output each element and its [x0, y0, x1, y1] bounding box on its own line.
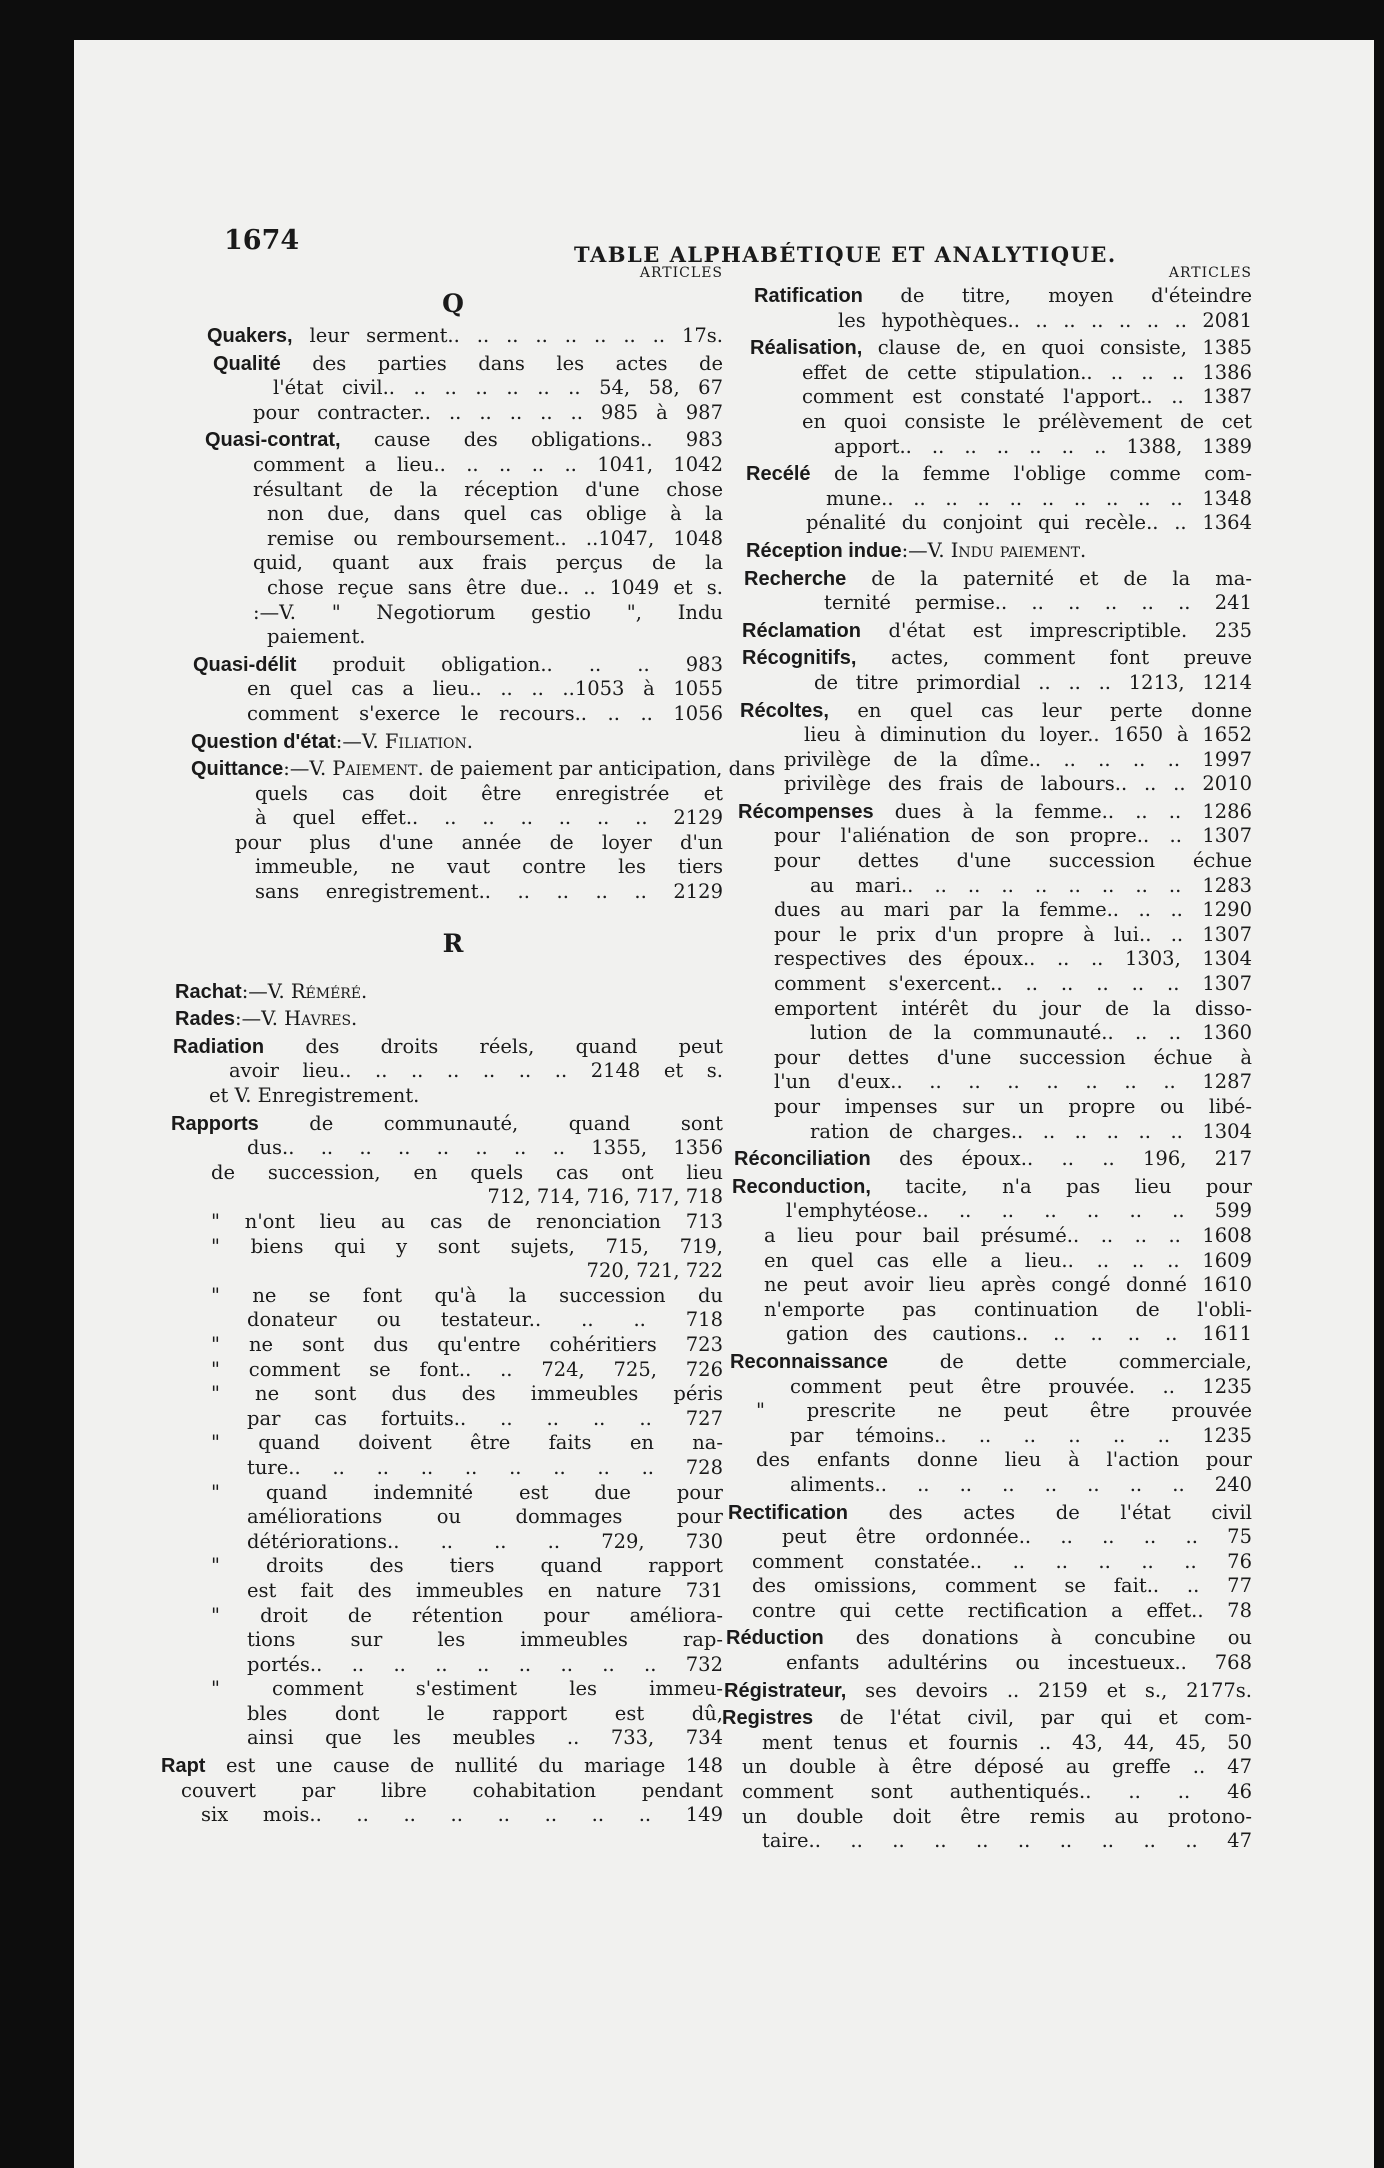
- entry-reference: :—V. Paiement.: [283, 757, 424, 781]
- entry-first-line: [724, 1679, 1252, 1704]
- entry-line: privilège des frais de labours.. .. .. 2010: [784, 772, 1252, 796]
- entry-text: leur serment.. .. .. .. .. .. .. .. 17s.: [309, 324, 724, 347]
- entry-reconnaissance: [730, 1350, 1252, 1498]
- entry-rapt: [161, 1754, 723, 1828]
- entry-line: 720, 721, 722: [586, 1259, 723, 1283]
- entry-headword: Recélé: [746, 463, 811, 486]
- entry-recoltes: [740, 699, 1252, 797]
- entry-line: " droits des tiers quand rapport: [211, 1554, 723, 1578]
- entry-reference: :—V. Réméré.: [241, 979, 368, 1003]
- entry-line: tions sur les immeubles rap-: [247, 1628, 723, 1652]
- entry-headword: Quakers,: [207, 325, 293, 347]
- entry-line: ne peut avoir lieu après congé donné 1610: [764, 1273, 1252, 1297]
- entry-headword: Registres: [722, 1707, 814, 1730]
- entry-first-line: [742, 619, 1252, 644]
- entry-first-line: [744, 567, 1252, 592]
- entry-line: en quel cas a lieu.. .. .. ..1053 à 1055: [247, 677, 723, 701]
- entry-headword: Rapt: [161, 1755, 206, 1778]
- entry-headword: Reconnaissance: [730, 1350, 888, 1373]
- articles-label: ARTICLES: [1168, 265, 1252, 281]
- entry-reference: :—V. Filiation.: [335, 729, 473, 753]
- entry-line: comment s'exercent.. .. .. .. .. .. 1307: [774, 972, 1252, 996]
- entry-text: des droits réels, quand peut: [305, 1034, 723, 1058]
- entry-line: pour contracter.. .. .. .. .. .. 985 à 987: [253, 400, 723, 424]
- entry-line: de succession, en quels cas ont lieu: [211, 1160, 723, 1184]
- entry-line: pour impenses sur un propre ou libé-: [774, 1095, 1252, 1118]
- entry-headword: Rectification: [728, 1501, 849, 1524]
- entry-rapports: [171, 1112, 723, 1751]
- entry-line: à quel effet.. .. .. .. .. .. .. 2129: [255, 806, 723, 830]
- entry-line: et V. Enregistrement.: [209, 1084, 420, 1108]
- entry-reception: [746, 539, 1252, 564]
- entry-first-line: [193, 653, 723, 678]
- entry-quasi-delit: [193, 653, 723, 727]
- page-title: TABLE ALPHABÉTIQUE ET ANALYTIQUE.: [574, 242, 1117, 267]
- articles-label: ARTICLES: [639, 265, 723, 281]
- entry-text: de dette commerciale,: [939, 1349, 1252, 1373]
- entry-first-line: [191, 730, 723, 755]
- section-letter-q: Q: [442, 289, 464, 318]
- entry-line: bles dont le rapport est dû,: [247, 1701, 723, 1725]
- entry-first-line: [175, 1007, 723, 1032]
- entry-line: quid, quant aux frais perçus de la: [253, 551, 723, 575]
- entry-line: n'emporte pas continuation de l'obli-: [764, 1297, 1252, 1321]
- entry-line: par témoins.. .. .. .. .. .. 1235: [790, 1423, 1252, 1447]
- entry-line: " comment s'estiment les immeu-: [211, 1677, 723, 1701]
- page-number: 1674: [224, 225, 300, 256]
- entry-line: remise ou remboursement.. ..1047, 1048: [267, 526, 723, 550]
- entry-first-line: [730, 1350, 1252, 1375]
- entry-text: de paiement par anticipation, dans: [429, 757, 776, 781]
- entry-line: ration de charges.. .. .. .. .. .. 1304: [810, 1119, 1252, 1143]
- entry-line: " n'ont lieu au cas de renonciation 713: [211, 1210, 723, 1233]
- entry-radiation: [173, 1035, 723, 1109]
- entry-line: de titre primordial .. .. .. 1213, 1214: [814, 670, 1252, 694]
- entry-text: de communauté, quand sont: [309, 1111, 723, 1135]
- entry-line: est fait des immeubles en nature 731: [247, 1578, 723, 1602]
- entry-line: lution de la communauté.. .. .. 1360: [810, 1021, 1252, 1045]
- entry-headword: Question d'état: [191, 730, 336, 753]
- entry-text: tacite, n'a pas lieu pour: [905, 1174, 1252, 1198]
- entry-text: de l'état civil, par qui et com-: [839, 1706, 1252, 1730]
- entry-registrateur: [724, 1679, 1252, 1704]
- entry-first-line: [175, 980, 723, 1005]
- entry-registres: [722, 1706, 1252, 1854]
- entry-text: actes, comment font preuve: [890, 646, 1252, 670]
- entry-line: " quand doivent être faits en na-: [211, 1431, 723, 1455]
- entry-line: immeuble, ne vaut contre les tiers: [255, 855, 723, 879]
- entry-headword: Rachat: [175, 980, 242, 1003]
- entry-line: dus.. .. .. .. .. .. .. .. 1355, 1356: [247, 1136, 723, 1160]
- entry-text: de la femme l'oblige comme com-: [834, 462, 1252, 486]
- entry-text: dues à la femme.. .. .. 1286: [894, 799, 1252, 823]
- entry-ratification: [754, 284, 1252, 333]
- entry-line: ture.. .. .. .. .. .. .. .. .. 728: [247, 1455, 723, 1479]
- entry-headword: Récoltes,: [740, 699, 829, 722]
- entry-line: comment constatée.. .. .. .. .. .. 76: [752, 1549, 1252, 1573]
- entry-reduction: [726, 1626, 1252, 1675]
- entry-text: de la paternité et de la ma-: [871, 566, 1252, 590]
- entry-line: un double doit être remis au protono-: [742, 1804, 1252, 1828]
- entry-first-line: [191, 757, 776, 782]
- entry-line: pour l'aliénation de son propre.. .. 1307: [774, 824, 1252, 848]
- entry-line: " ne sont dus des immeubles péris: [211, 1382, 723, 1406]
- entry-headword: Quittance: [191, 758, 284, 781]
- entry-qualite: [213, 352, 723, 426]
- entry-line: non due, dans quel cas oblige à la: [267, 502, 723, 526]
- entry-line: détériorations.. .. .. .. 729, 730: [247, 1529, 723, 1553]
- entry-first-line: [740, 699, 1252, 724]
- entry-line: " droit de rétention pour améliora-: [211, 1603, 723, 1627]
- entry-line: a lieu pour bail présumé.. .. .. .. 1608: [764, 1223, 1252, 1247]
- entry-line: " ne se font qu'à la succession du: [211, 1283, 723, 1307]
- entry-text: cause des obligations.. 983: [373, 428, 723, 452]
- entry-reference: :—V. Havres.: [235, 1007, 358, 1031]
- entry-line: l'un d'eux.. .. .. .. .. .. .. .. 1287: [774, 1070, 1252, 1094]
- entry-headword: Réception indue: [746, 539, 902, 562]
- entry-line: ternité permise.. .. .. .. .. .. 241: [824, 591, 1252, 615]
- entry-line: sans enregistrement.. .. .. .. .. 2129: [255, 880, 723, 904]
- entry-line: par cas fortuits.. .. .. .. .. 727: [247, 1406, 723, 1430]
- entry-line: comment s'exerce le recours.. .. .. 1056: [247, 701, 723, 725]
- entry-text: en quel cas leur perte donne: [857, 698, 1252, 722]
- entry-first-line: [726, 1626, 1252, 1651]
- section-letter-r: R: [442, 928, 464, 958]
- entry-recognitifs: [742, 646, 1252, 695]
- entry-reclamation: [742, 619, 1252, 644]
- entry-line: " quand indemnité est due pour: [211, 1480, 723, 1504]
- entry-question-etat: [191, 730, 723, 755]
- entry-line: au mari.. .. .. .. .. .. .. .. .. 1283: [810, 873, 1252, 897]
- entry-first-line: [205, 428, 723, 453]
- entry-line: apport.. .. .. .. .. .. .. 1388, 1389: [834, 434, 1252, 458]
- entry-line: donateur ou testateur.. .. .. 718: [247, 1308, 723, 1332]
- entry-line: améliorations ou dommages pour: [247, 1505, 723, 1529]
- entry-first-line: [161, 1754, 723, 1779]
- entry-headword: Récognitifs,: [742, 647, 857, 670]
- entry-line: " biens qui y sont sujets, 715, 719,: [211, 1234, 723, 1258]
- entry-line: privilège de la dîme.. .. .. .. .. 1997: [784, 747, 1252, 771]
- entry-text: produit obligation.. .. .. 983: [332, 652, 723, 676]
- entry-first-line: [171, 1112, 723, 1137]
- entry-text: des donations à concubine ou: [855, 1626, 1252, 1650]
- entry-line: " prescrite ne peut être prouvée: [756, 1399, 1252, 1423]
- entry-headword: Recherche: [744, 567, 847, 590]
- index-column-right: [722, 262, 1252, 1857]
- entry-line: taire.. .. .. .. .. .. .. .. .. .. 47: [762, 1829, 1252, 1853]
- entry-text: de titre, moyen d'éteindre: [900, 284, 1252, 307]
- entry-line: comment a lieu.. .. .. .. .. 1041, 1042: [253, 452, 723, 476]
- entry-line: pour plus d'une année de loyer d'un: [235, 830, 723, 854]
- entry-line: pénalité du conjoint qui recèle.. .. 1364: [806, 511, 1252, 535]
- entry-line: des omissions, comment se fait.. .. 77: [752, 1574, 1252, 1598]
- entry-recele: [746, 462, 1252, 536]
- entry-line: lieu à diminution du loyer.. 1650 à 1652: [804, 723, 1252, 747]
- entry-headword: Ratification: [754, 285, 863, 307]
- entry-headword: Rades: [175, 1008, 236, 1031]
- entry-line: " comment se font.. .. 724, 725, 726: [211, 1357, 723, 1381]
- entry-text: des époux.. .. .. 196, 217: [899, 1147, 1253, 1171]
- entry-line: paiement.: [267, 625, 366, 649]
- entry-line: l'emphytéose.. .. .. .. .. .. .. 599: [786, 1199, 1252, 1223]
- entry-line: " ne sont dus qu'entre cohéritiers 723: [211, 1332, 723, 1356]
- entry-text: ses devoirs .. 2159 et s., 2177s.: [865, 1678, 1252, 1702]
- entry-headword: Réalisation,: [750, 337, 863, 360]
- entry-recompenses: [738, 800, 1252, 1144]
- entry-line: gation des cautions.. .. .. .. .. 1611: [786, 1322, 1252, 1346]
- entry-headword: Qualité: [213, 352, 281, 375]
- entry-line: 712, 714, 716, 717, 718: [487, 1185, 723, 1209]
- entry-line: avoir lieu.. .. .. .. .. .. .. 2148 et s.: [229, 1059, 723, 1083]
- entry-rachat: [175, 980, 723, 1005]
- entry-headword: Réconciliation: [734, 1148, 871, 1171]
- entry-reference: :—V. Indu paiement.: [901, 538, 1087, 562]
- entry-line: six mois.. .. .. .. .. .. .. .. 149: [201, 1803, 723, 1827]
- entry-text: des parties dans les actes de: [312, 351, 723, 375]
- entry-headword: Réduction: [726, 1627, 824, 1650]
- entry-reconduction: [732, 1175, 1252, 1347]
- entry-first-line: [173, 1035, 723, 1060]
- entry-quasi-contrat: [205, 428, 723, 649]
- entry-line: quels cas doit être enregistrée et: [255, 781, 723, 805]
- entry-quittance: [191, 757, 776, 905]
- entry-line: ment tenus et fournis .. 43, 44, 45, 50: [762, 1730, 1252, 1754]
- entry-headword: Quasi-délit: [193, 653, 297, 676]
- entry-recherche: [744, 567, 1252, 616]
- entry-line: emportent intérêt du jour de la disso-: [774, 996, 1252, 1020]
- entry-first-line: [734, 1147, 1252, 1172]
- entry-headword: Quasi-contrat,: [205, 429, 341, 452]
- entry-headword: Rapports: [171, 1112, 259, 1135]
- entry-first-line: [754, 284, 1252, 309]
- entry-line: résultant de la réception d'une chose: [253, 477, 723, 501]
- entry-line: contre qui cette rectification a effet.. 78: [752, 1598, 1252, 1622]
- entry-line: effet de cette stipulation.. .. .. .. 1386: [802, 360, 1252, 384]
- entry-line: couvert par libre cohabitation pendant: [181, 1778, 723, 1802]
- entry-first-line: [746, 462, 1252, 487]
- entry-line: pour le prix d'un propre à lui.. .. 1307: [774, 922, 1252, 946]
- entry-line: pour dettes d'une succession échue à: [774, 1045, 1252, 1069]
- entry-line: comment est constaté l'apport.. .. 1387: [802, 385, 1252, 409]
- entry-quakers: [207, 324, 723, 349]
- entry-line: portés.. .. .. .. .. .. .. .. .. 732: [247, 1652, 723, 1676]
- entry-headword: Radiation: [173, 1035, 265, 1058]
- entry-first-line: [213, 352, 723, 377]
- entry-line: l'état civil.. .. .. .. .. .. .. 54, 58, 67: [273, 376, 723, 400]
- entry-first-line: [732, 1175, 1252, 1200]
- entry-rectification: [728, 1501, 1252, 1624]
- entry-first-line: [746, 539, 1252, 564]
- entry-line: les hypothèques.. .. .. .. .. .. .. 2081: [838, 308, 1252, 332]
- entry-line: pour dettes d'une succession échue: [774, 849, 1252, 873]
- entry-text: clause de, en quoi consiste, 1385: [877, 336, 1252, 360]
- entry-line: dues au mari par la femme.. .. .. 1290: [774, 898, 1252, 922]
- entry-line: enfants adultérins ou incestueux.. 768: [786, 1651, 1252, 1675]
- entry-first-line: [722, 1706, 1252, 1731]
- entry-text: est une cause de nullité du mariage 148: [225, 1754, 723, 1778]
- entry-line: un double à être déposé au greffe .. 47: [742, 1755, 1252, 1779]
- entry-line: en quoi consiste le prélèvement de cet: [802, 409, 1252, 433]
- entry-first-line: [207, 324, 723, 349]
- entry-line: mune.. .. .. .. .. .. .. .. .. .. 1348: [826, 486, 1252, 510]
- entry-rades: [175, 1007, 723, 1032]
- entry-line: des enfants donne lieu à l'action pour: [756, 1448, 1252, 1472]
- entry-line: chose reçue sans être due.. .. 1049 et s.: [267, 575, 723, 599]
- entry-text: d'état est imprescriptible. 235: [888, 618, 1253, 642]
- entry-first-line: [750, 336, 1252, 361]
- entry-headword: Récompenses: [738, 800, 874, 823]
- entry-realisation: [750, 336, 1252, 459]
- entry-line: comment peut être prouvée. .. 1235: [790, 1374, 1252, 1398]
- entry-line: peut être ordonnée.. .. .. .. .. 75: [782, 1525, 1252, 1549]
- entry-text: des actes de l'état civil: [888, 1500, 1253, 1524]
- entry-first-line: [738, 800, 1252, 825]
- entry-headword: Reconduction,: [732, 1175, 871, 1198]
- entry-line: aliments.. .. .. .. .. .. .. .. 240: [790, 1472, 1252, 1496]
- entry-headword: Réclamation: [742, 619, 861, 642]
- entry-reconciliation: [734, 1147, 1252, 1172]
- entry-line: ainsi que les meubles .. 733, 734: [247, 1726, 723, 1750]
- entry-line: respectives des époux.. .. .. 1303, 1304: [774, 947, 1252, 971]
- entry-line: en quel cas elle a lieu.. .. .. .. 1609: [764, 1248, 1252, 1272]
- entry-line: comment sont authentiqués.. .. .. 46: [742, 1780, 1252, 1804]
- entry-first-line: [728, 1501, 1252, 1526]
- entry-line: :—V. " Negotiorum gestio ", Indu: [253, 600, 723, 624]
- entry-headword: Régistrateur,: [724, 1679, 847, 1702]
- entry-first-line: [742, 646, 1252, 671]
